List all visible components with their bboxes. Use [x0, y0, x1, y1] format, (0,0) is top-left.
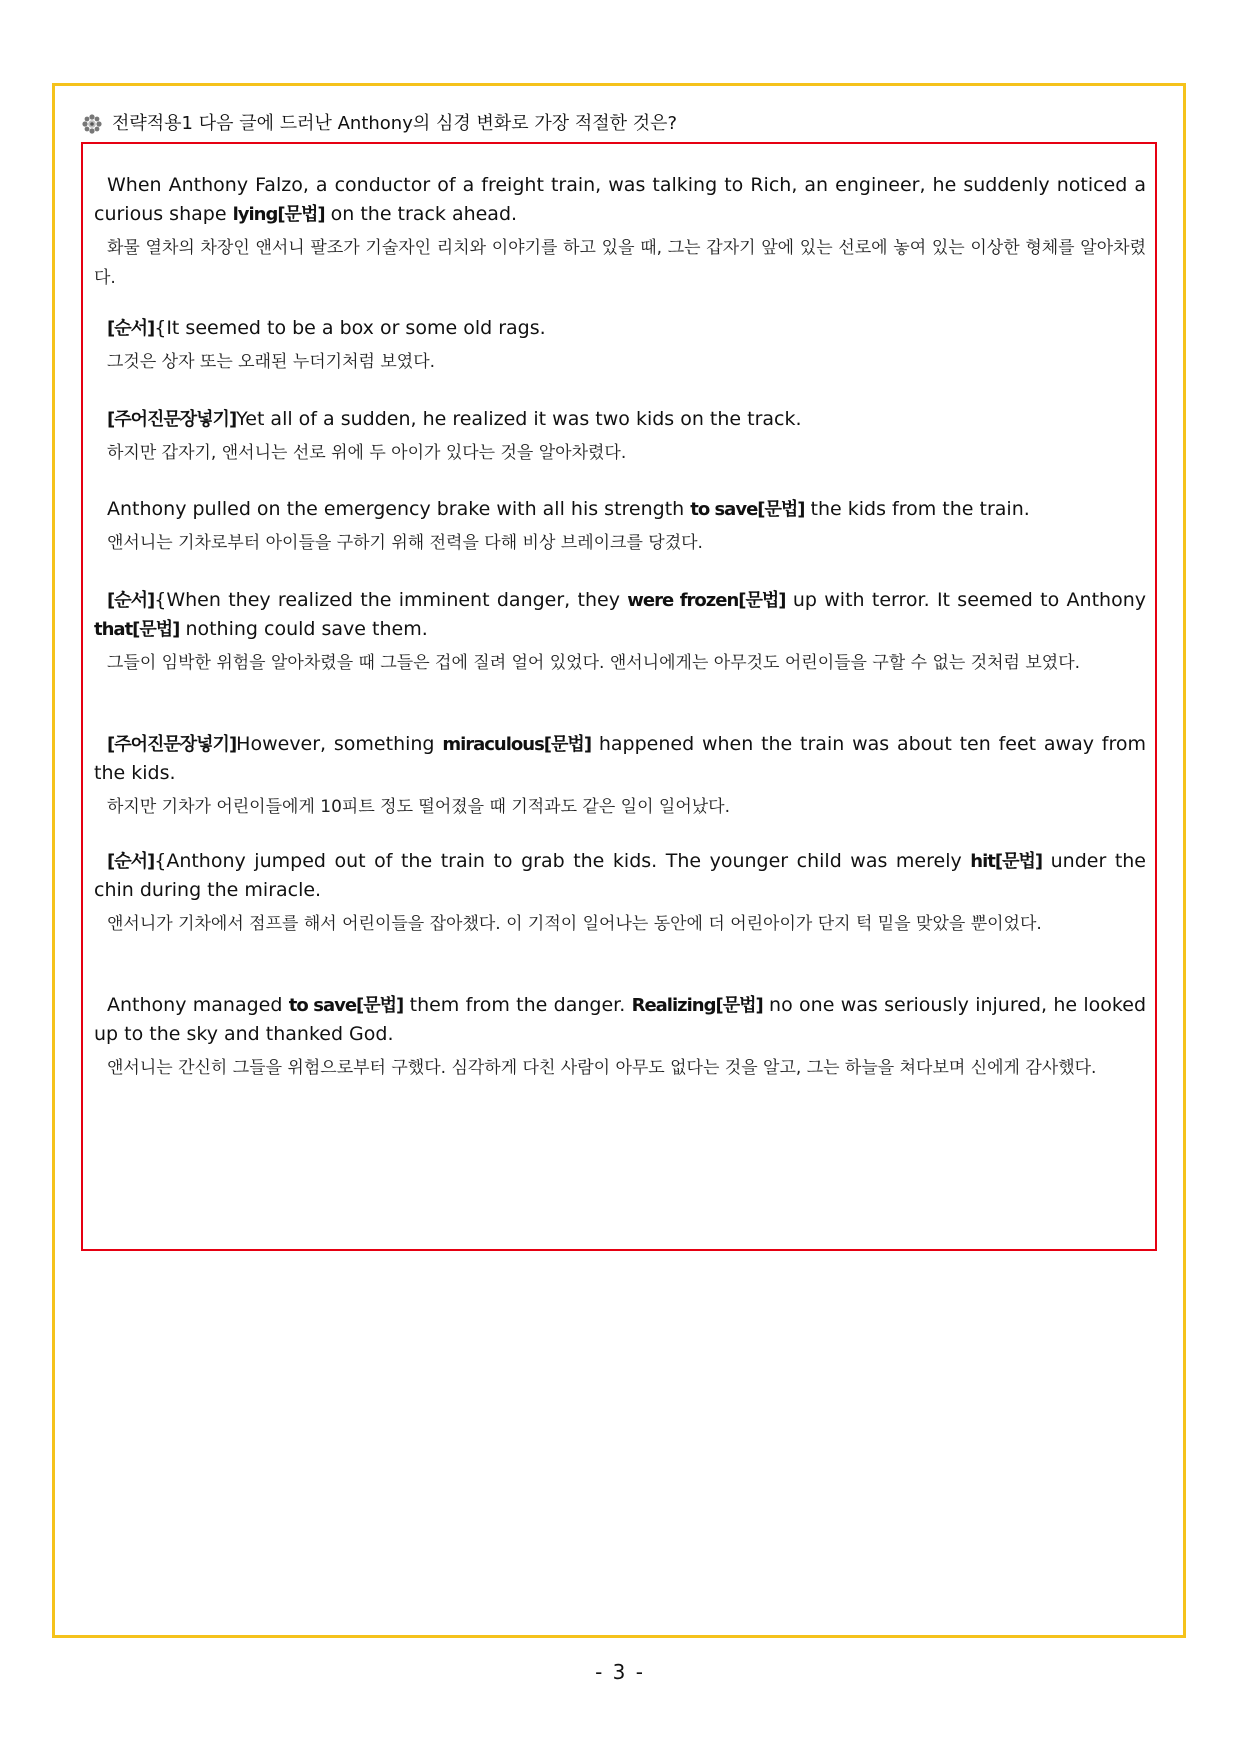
bold-marker: [순서]: [107, 851, 155, 872]
korean-translation: 하지만 갑자기, 앤서니는 선로 위에 두 아이가 있다는 것을 알아차렸다.: [107, 443, 627, 463]
text-run: nothing could save them.: [179, 618, 428, 640]
text-run: {It seemed to be a box or some old rags.: [154, 317, 546, 339]
english-text: [94, 730, 1146, 788]
flower-bullet-icon: [82, 114, 102, 134]
bold-marker: to save[문법]: [288, 995, 404, 1016]
korean-translation: 화물 열차의 차장인 앤서니 팔조가 기술자인 리치와 이야기를 하고 있을 때, 그는 갑자기 앞에 있는 선로에 놓여 있는 이상한 형체를 알아차렸다.: [94, 238, 1146, 288]
text-run: {When they realized the imminent danger, they: [154, 589, 628, 611]
text-run: However, something: [236, 733, 443, 755]
bold-marker: [순서]: [107, 590, 155, 611]
english-text: [94, 847, 1146, 905]
text-run: Anthony managed: [107, 994, 289, 1016]
english-text: [94, 991, 1146, 1049]
bold-marker: [주어진문장넣기]: [107, 409, 237, 430]
korean-translation: 그것은 상자 또는 오래된 누더기처럼 보였다.: [107, 352, 436, 372]
english-text: [94, 171, 1146, 229]
korean-translation: 앤서니는 기차로부터 아이들을 구하기 위해 전력을 다해 비상 브레이크를 당겼다.: [107, 533, 703, 553]
text-run: When Anthony Falzo, a conductor of a freight train, was talking to Rich, an engineer, he suddenly noticed a curious shape: [94, 174, 1146, 225]
page-number: - 3 -: [595, 1660, 645, 1684]
paragraph-4: [94, 495, 1146, 558]
bold-marker: that[문법]: [94, 619, 180, 640]
paragraph-6: [94, 730, 1146, 822]
text-run: happened when the train was about ten feet away from the kids.: [94, 733, 1146, 784]
english-text: [94, 314, 1146, 343]
text-run: Yet all of a sudden, he realized it was two kids on the track.: [236, 408, 802, 430]
bold-marker: miraculous[문법]: [442, 734, 592, 755]
text-run: under the chin during the miracle.: [94, 850, 1146, 901]
text-run: {Anthony jumped out of the train to grab the kids. The younger child was merely: [154, 850, 971, 872]
bold-marker: were frozen[문법]: [627, 590, 786, 611]
english-text: [94, 495, 1146, 524]
text-run: no one was seriously injured, he looked up to the sky and thanked God.: [94, 994, 1147, 1045]
text-run: them from the danger.: [403, 994, 632, 1016]
paragraph-2: [94, 314, 1146, 377]
question-header: [82, 110, 677, 138]
bold-marker: Realizing[문법]: [631, 995, 763, 1016]
korean-translation: 하지만 기차가 어린이들에게 10피트 정도 떨어졌을 때 기적과도 같은 일이 일어났다.: [107, 797, 730, 817]
text-run: Anthony pulled on the emergency brake with all his strength: [107, 498, 691, 520]
text-run: up with terror. It seemed to Anthony: [785, 589, 1146, 611]
bold-marker: lying[문법]: [232, 204, 325, 225]
paragraph-3: [94, 405, 1146, 468]
paragraph-1: [94, 171, 1146, 293]
bold-marker: [순서]: [107, 318, 155, 339]
bold-marker: [주어진문장넣기]: [107, 734, 237, 755]
bold-marker: hit[문법]: [970, 851, 1043, 872]
korean-translation: 앤서니는 간신히 그들을 위험으로부터 구했다. 심각하게 다친 사람이 아무도 없다는 것을 알고, 그는 하늘을 쳐다보며 신에게 감사했다.: [107, 1058, 1097, 1078]
korean-translation: 그들이 임박한 위험을 알아차렸을 때 그들은 겁에 질려 얼어 있었다. 앤서니에게는 아무것도 어린이들을 구할 수 없는 것처럼 보였다.: [107, 653, 1081, 673]
paragraph-8: [94, 991, 1146, 1083]
passage-box: [81, 142, 1157, 1251]
english-text: [94, 586, 1146, 644]
english-text: [94, 405, 1146, 434]
text-run: the kids from the train.: [804, 498, 1030, 520]
text-run: on the track ahead.: [324, 203, 518, 225]
question-text: 전략적용1 다음 글에 드러난 Anthony의 심경 변화로 가장 적절한 것은?: [112, 113, 678, 134]
korean-translation: 앤서니가 기차에서 점프를 해서 어린이들을 잡아챘다. 이 기적이 일어나는 동안에 더 어린아이가 단지 턱 밑을 맞았을 뿐이었다.: [107, 914, 1042, 934]
paragraph-5: [94, 586, 1146, 678]
paragraph-7: [94, 847, 1146, 939]
bold-marker: to save[문법]: [690, 499, 805, 520]
